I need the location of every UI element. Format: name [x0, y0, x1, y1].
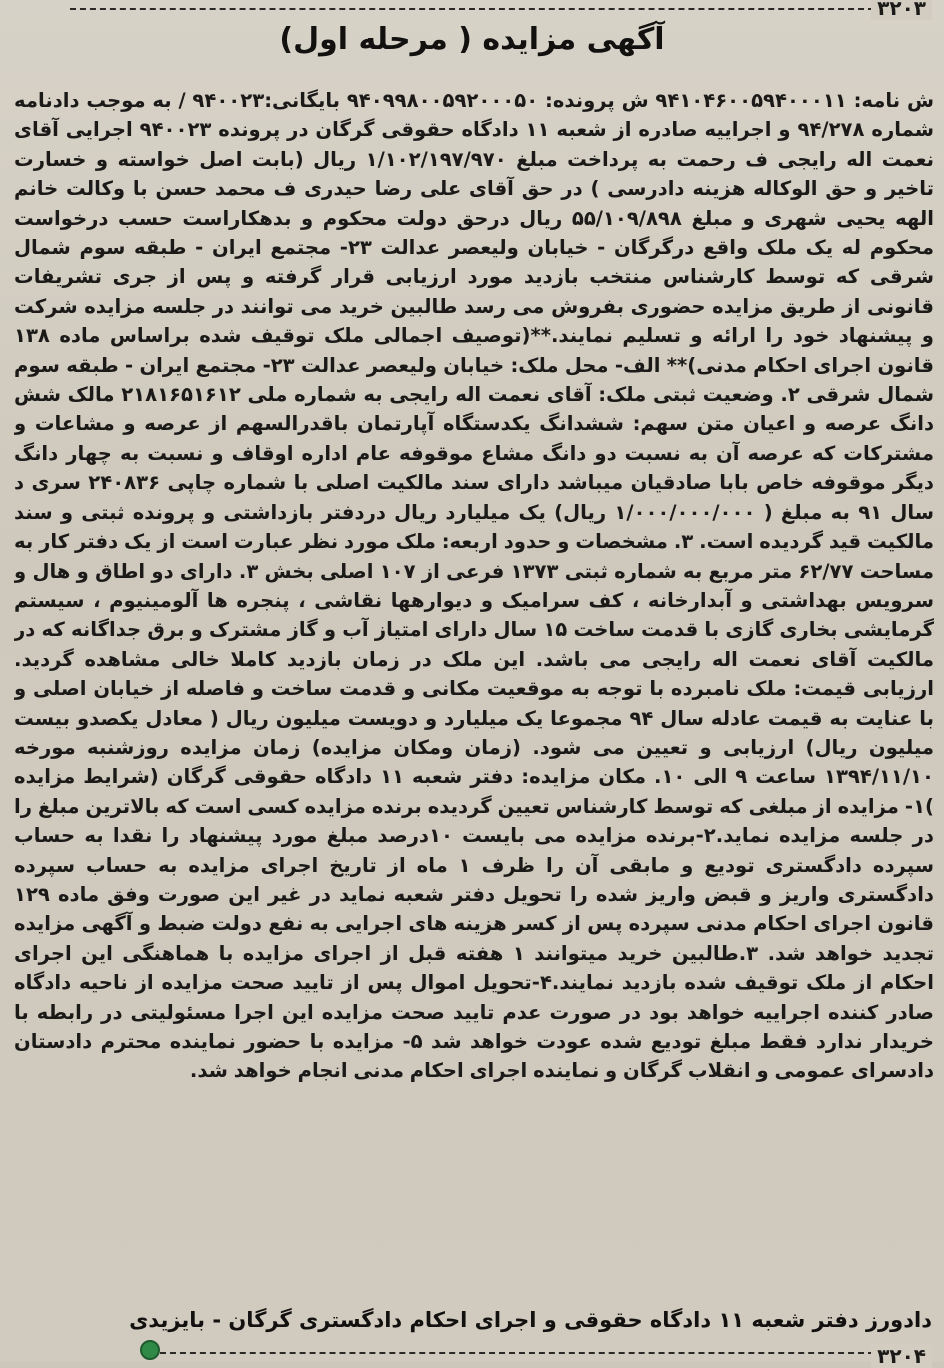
bottom-dashed-rule [160, 1352, 874, 1354]
ad-code-top: ۳۲۰۳ [871, 0, 932, 20]
top-dashed-rule [70, 8, 874, 10]
ad-code-bottom: ۳۲۰۴ [871, 1344, 932, 1368]
green-dot-icon [140, 1340, 160, 1360]
notice-body: ش نامه: ۹۴۱۰۴۶۰۰۵۹۴۰۰۰۱۱ ش پرونده: ۹۴۰۹۹۸۰۰۵۹۲۰۰۰۵۰ بایگانی:۹۴۰۰۲۳ / به موجب دادنامه شماره ۹۴/۲۷۸ و اجراییه صادره از شعبه ۱۱ دادگاه حقوقی گرگان در پرونده ۹۴۰۰۲۳ اجرایی آقای نعمت اله رایجی ف رحمت به پرداخت مبلغ ۱/۱۰۲/۱۹۷/۹۷۰ ریال (بابت اصل خواسته و خسارت تاخیر و حق الوکاله هزینه دادرسی ) در حق آقای علی رضا حیدری ف محمد حسن با وکالت خانم الهه یحیی شهری و مبلغ ۵۵/۱۰۹/۸۹۸ ریال درحق دولت محکوم و بدهکاراست حسب درخواست محکوم له یک ملک واقع درگرگان - خیابان ولیعصر عدالت ۲۳- مجتمع ایران - طبقه سوم شمال شرقی که توسط کارشناس منتخب بازدید مورد ارزیابی قرار گرفته و پس از جری تشریفات قانونی از طریق مزایده حضوری بفروش می رسد طالبین خرید می توانند در جلسه مزایده شرکت و پیشنهاد خود را ارائه و تسلیم نمایند.**(توصیف اجمالی ملک توقیف شده براساس ماده ۱۳۸ قانون اجرای احکام مدنی)** الف- محل ملک: خیابان ولیعصر عدالت ۲۳- مجتمع ایران - طبقه سوم شمال شرقی ۲. وضعیت ثبتی ملک: آقای نعمت اله رایجی به شماره ملی ۲۱۸۱۶۵۱۶۱۲ مالک شش دانگ عرصه و اعیان متن سهم: ششدانگ یکدستگاه آپارتمان باقدرالسهم از عرصه و مشاعات و مشترکات که عرصه آن به نسبت دو دانگ مشاع موقوفه عام اداره اوقاف و نسبت به چهار دانگ دیگر موقوفه خاص بابا صادقیان میباشد دارای سند مالکیت اصلی با شماره چاپی ۲۴۰۸۳۶ سری د سال ۹۱ به مبلغ ( ۱/۰۰۰/۰۰۰/۰۰۰ ریال) یک میلیارد ریال دردفتر بازداشتی و پرونده ثبتی و سند مالکیت قید گردیده است. ۳. مشخصات و حدود اربعه: ملک مورد نظر عبارت است از یک دفتر کار به مساحت ۶۲/۷۷ متر مربع به شماره ثبتی ۱۳۷۳ فرعی از ۱۰۷ اصلی بخش ۳. دارای دو اطاق و هال و سرویس بهداشتی و آبدارخانه ، کف سرامیک و دیوارهها نقاشی ، پنجره ها آلومینیوم ، سیستم گرمایشی بخاری گازی با قدمت ساخت ۱۵ سال دارای امتیاز آب و گاز مشترک و برق جداگانه که در مالکیت آقای نعمت اله رایجی می باشد. این ملک در زمان بازدید کاملا خالی مشاهده گردید. ارزیابی قیمت: ملک نامبرده با توجه به موقعیت مکانی و قدمت ساخت و فاصله از خیابان اصلی و با عنایت به قیمت عادله سال ۹۴ مجموعا یک میلیارد و دویست میلیون ریال ( معادل یکصدو بیست میلیون ریال) ارزیابی و تعیین می شود. (زمان ومکان مزایده) زمان مزایده روزشنبه مورخه ۱۳۹۴/۱۱/۱۰ ساعت ۹ الی ۱۰. مکان مزایده: دفتر شعبه ۱۱ دادگاه حقوقی گرگان (شرایط مزایده )۱- مزایده از مبلغی که توسط کارشناس تعیین گردیده برنده مزایده کسی است که بالاترین مبلغ را در جلسه مزایده نماید.۲-برنده مزایده می بایست ۱۰درصد مبلغ مورد پیشنهاد را نقدا به حساب سپرده دادگستری تودیع و مابقی آن را ظرف ۱ ماه از تاریخ اجرای مزایده به حساب سپرده دادگستری واریز و قبض واریز شده را تحویل دفتر شعبه نماید در غیر این صورت وفق ماده ۱۲۹ قانون اجرای احکام مدنی سپرده پس از کسر هزینه های اجرایی به نفع دولت ضبط و آگهی مزایده تجدید خواهد شد. ۳.طالبین خرید میتوانند ۱ هفته قبل از اجرای مزایده با هماهنگی این اجرای احکام از ملک توقیف شده بازدید نمایند.۴-تحویل اموال پس از تایید صحت مزایده از ناحیه دادگاه صادر کننده اجراییه خواهد بود در صورت عدم تایید صحت مزایده این اجرا مسئولیتی در رابطه با خریدار ندارد فقط مبلغ تودیع شده عودت خواهد شد ۵- مزایده با حضور نماینده محترم دادستان دادسرای عمومی و انقلاب گرگان و نماینده اجرای احکام مدنی انجام خواهد شد. [14, 89, 934, 1083]
notice-signature: دادورز دفتر شعبه ۱۱ دادگاه حقوقی و اجرای احکام دادگستری گرگان - بایزیدی [129, 1308, 932, 1332]
notice-title: آگهی مزایده ( مرحله اول) [279, 22, 665, 57]
